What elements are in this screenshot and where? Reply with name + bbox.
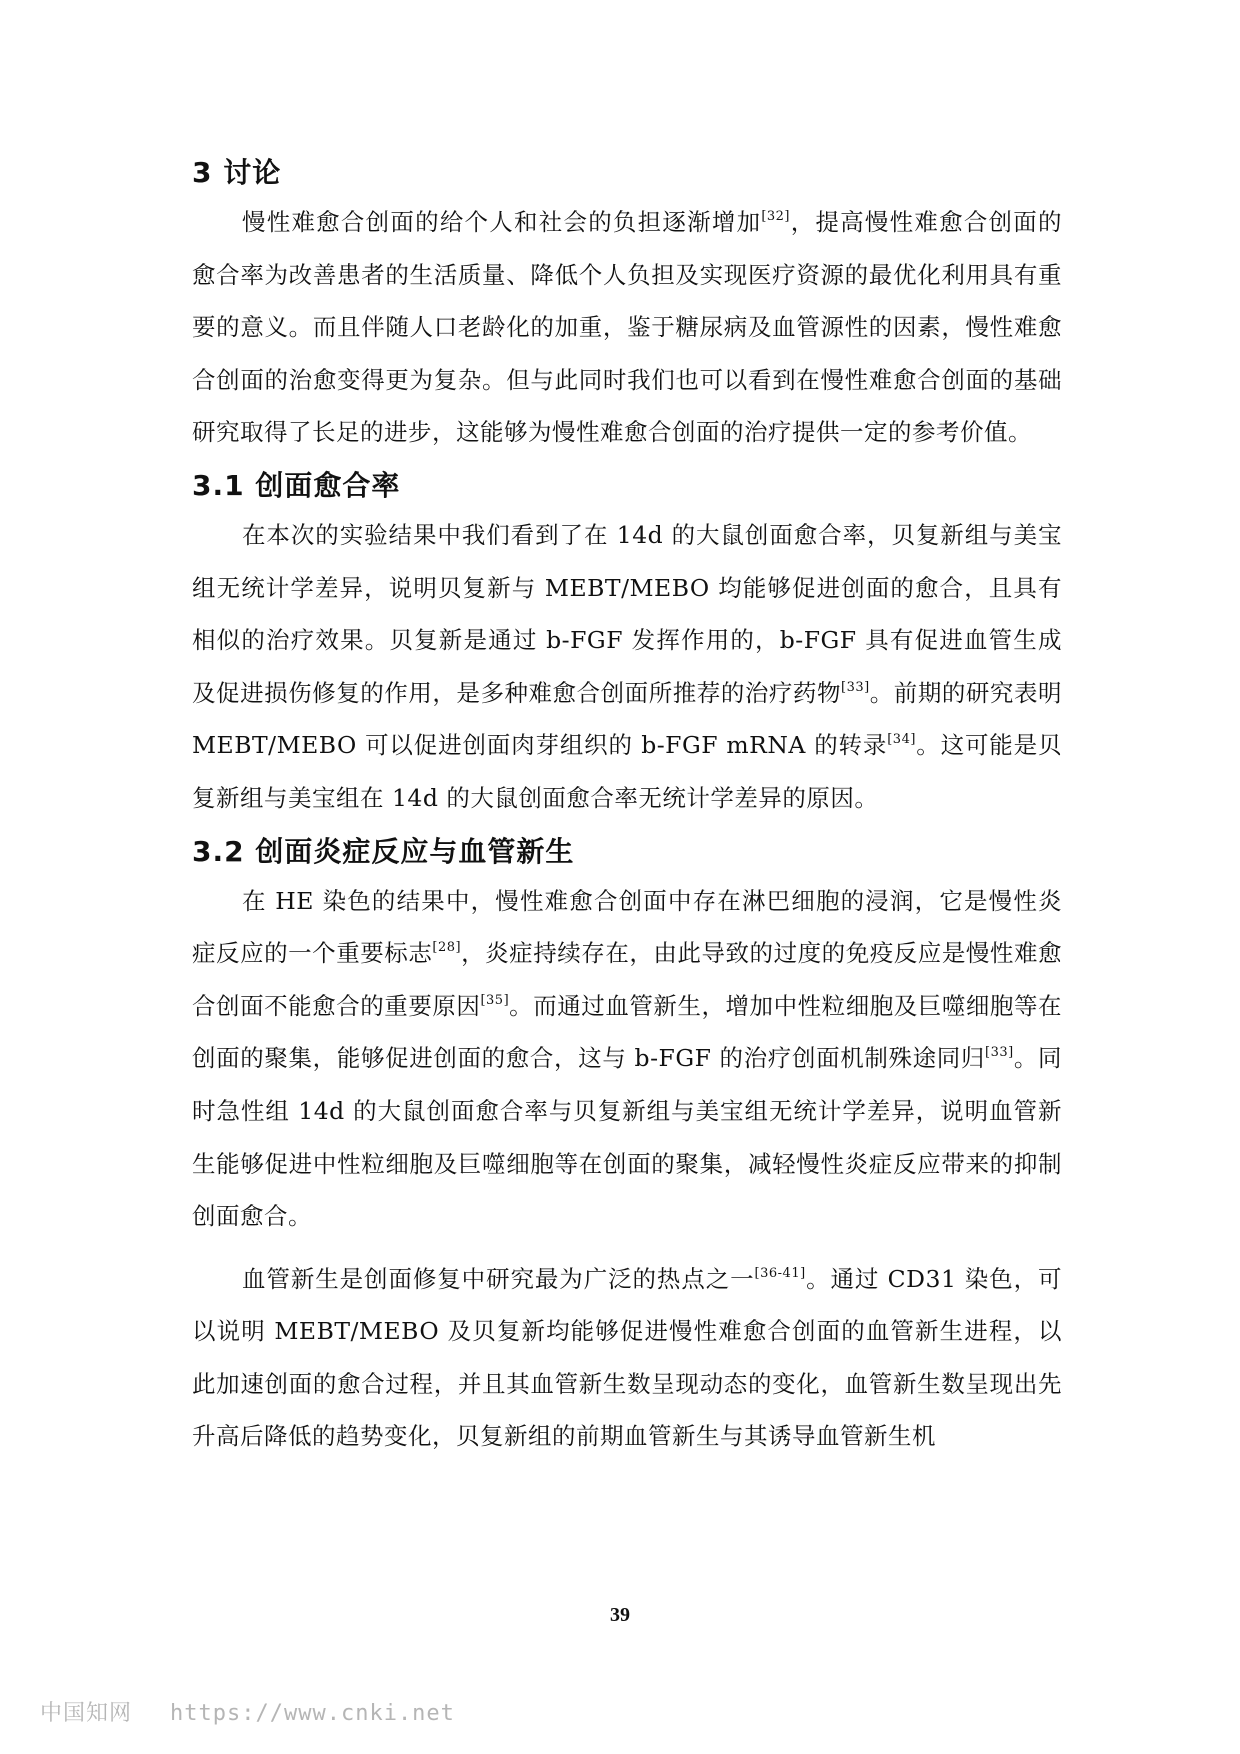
watermark-url: https://www.cnki.net <box>170 1701 455 1726</box>
citation: [33] <box>985 1045 1014 1061</box>
text-run: 。而通过血管新生，增加中性粒细胞及巨噬细胞等在创面的聚集，能够促进创面的愈合，这与 b-FGF 的治疗创面机制殊途同归 <box>192 991 1063 1073</box>
citation: [36-41] <box>754 1265 806 1281</box>
text-run: 在本次的实验结果中我们看到了在 14d 的大鼠创面愈合率，贝复新组与美宝组无统计学差异，说明贝复新与 MEBT/MEBO 均能够促进创面的愈合，且具有相似的治疗效果。贝复新是通过 b-FGF 发挥作用的，b-FGF 具有促进血管生成及促进损伤修复的作用，是多种难愈合创面所推荐的治疗药物 <box>192 520 1062 707</box>
text-run: 血管新生是创面修复中研究最为广泛的热点之一 <box>242 1264 755 1293</box>
text-run: 。通过 CD31 染色，可以说明 MEBT/MEBO 及贝复新均能够促进慢性难愈合创面的血管新生进程，以此加速创面的愈合过程，并且其血管新生数呈现动态的变化，血管新生数呈现出先升高后降低的趋势变化，贝复新组的前期血管新生与其诱导血管新生机 <box>192 1264 1062 1451</box>
text-run: 。这可能是贝复新组与美宝组在 14d 的大鼠创面愈合率无统计学差异的原因。 <box>192 731 1062 812</box>
text-run: ，炎症持续存在，由此导致的过度的免疫反应是慢性难愈合创面不能愈合的重要原因 <box>192 939 1062 1020</box>
body-paragraph <box>192 509 1062 825</box>
text-run: ，提高慢性难愈合创面的愈合率为改善患者的生活质量、降低个人负担及实现医疗资源的最优化利用具有重要的意义。而且伴随人口老龄化的加重，鉴于糖尿病及血管源性的因素，慢性难愈合创面的治愈变得更为复杂。但与此同时我们也可以看到在慢性难愈合创面的基础研究取得了长足的进步，这能够为慢性难愈合创面的治疗提供一定的参考价值。 <box>192 208 1063 447</box>
citation: [35] <box>480 992 510 1008</box>
body-paragraph <box>192 196 1062 459</box>
citation: [32] <box>761 209 790 224</box>
page-content <box>192 150 1062 1463</box>
citation: [28] <box>432 940 462 956</box>
citation: [34] <box>887 732 916 748</box>
subsection-heading: 3.1 创面愈合率 <box>192 468 401 502</box>
subsection-heading: 3.2 创面炎症反应与血管新生 <box>192 834 575 868</box>
cnki-watermark <box>40 1696 455 1727</box>
body-paragraph <box>192 1253 1062 1463</box>
text-run: 。同时急性组 14d 的大鼠创面愈合率与贝复新组与美宝组无统计学差异，说明血管新生能够促进中性粒细胞及巨噬细胞等在创面的聚集，减轻慢性炎症反应带来的抑制创面愈合。 <box>192 1044 1063 1231</box>
citation: [33] <box>841 679 870 695</box>
section-heading: 3 讨论 <box>192 156 282 189</box>
text-run: 慢性难愈合创面的给个人和社会的负担逐渐增加 <box>242 208 762 236</box>
text-run: 。前期的研究表明 MEBT/MEBO 可以促进创面肉芽组织的 b-FGF mRNA 的转录 <box>192 678 1063 760</box>
text-run: 在 HE 染色的结果中，慢性难愈合创面中存在淋巴细胞的浸润，它是慢性炎症反应的一个重要标志 <box>192 886 1062 968</box>
body-paragraph <box>192 875 1062 1243</box>
page-number: 39 <box>610 1604 630 1626</box>
watermark-brand: 中国知网 <box>40 1701 133 1726</box>
